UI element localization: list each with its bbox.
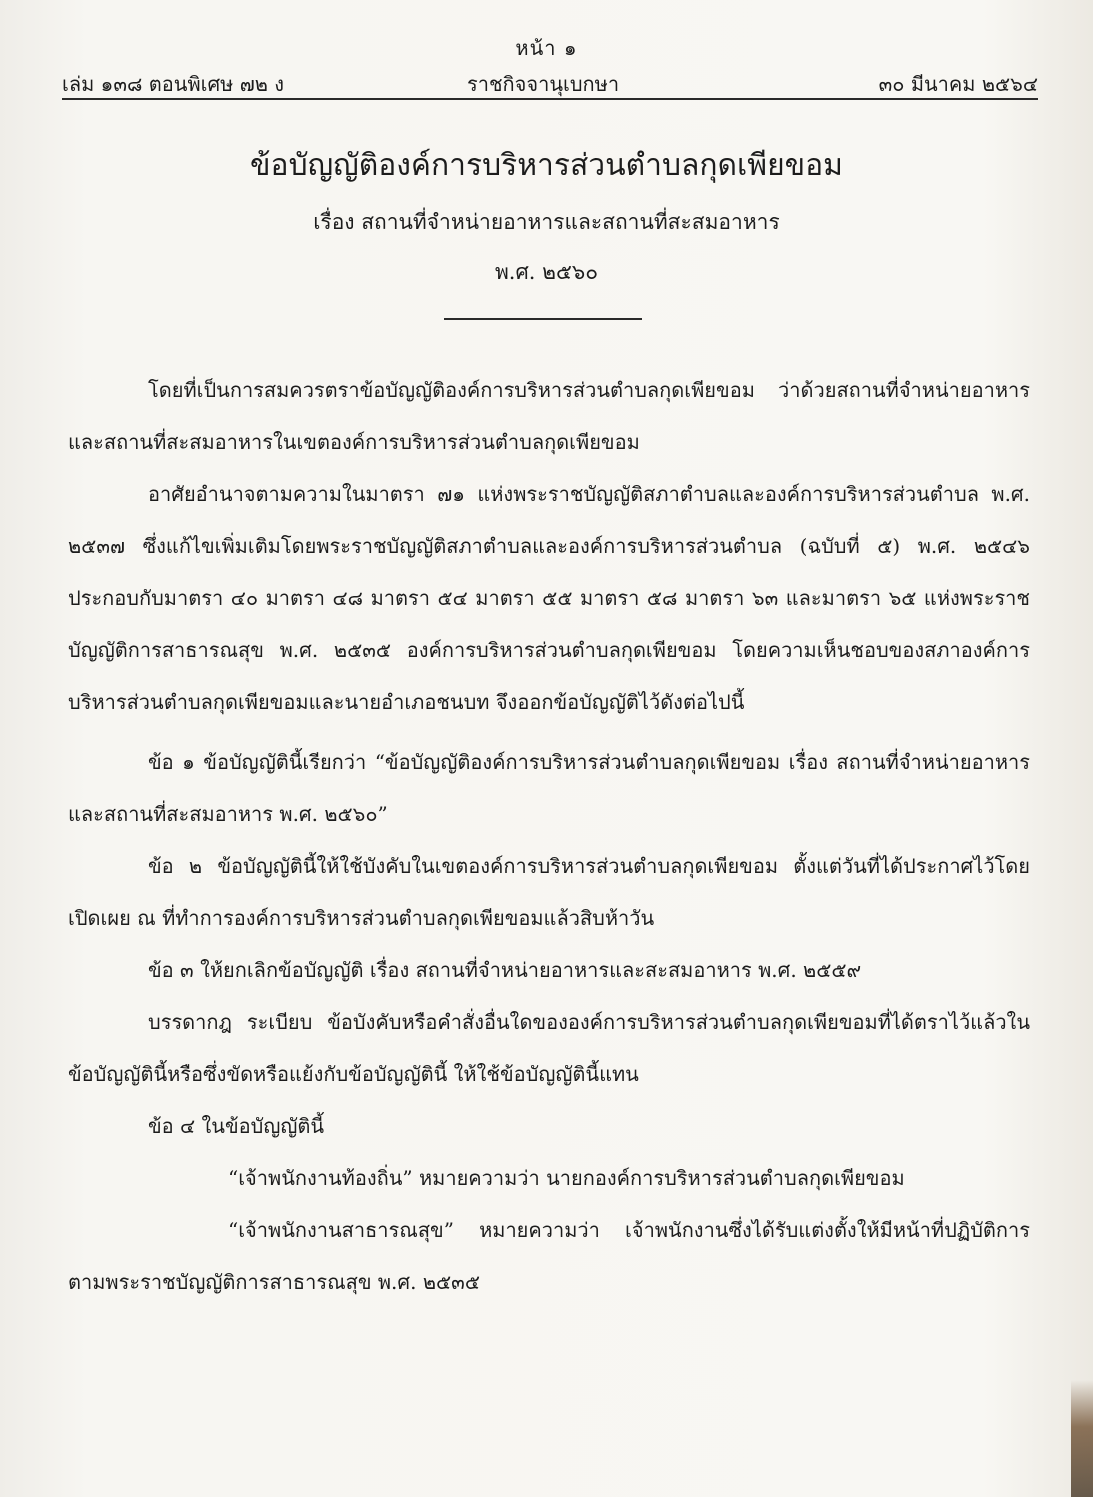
gazette-date: ๓๐ มีนาคม ๒๕๖๔	[878, 72, 1038, 96]
definition-health-officer: “เจ้าพนักงานสาธารณสุข” หมายความว่า เจ้าพนักงานซึ่งได้รับแต่งตั้งให้มีหน้าที่ปฏิบัติการตามพระราชบัญญัติการสาธารณสุข พ.ศ. ๒๕๓๕	[68, 1218, 1030, 1294]
paragraph-article-3: ข้อ ๓ ให้ยกเลิกข้อบัญญัติ เรื่อง สถานที่จำหน่ายอาหารและสะสมอาหาร พ.ศ. ๒๕๕๙	[148, 958, 862, 982]
document-subject: เรื่อง สถานที่จำหน่ายอาหารและสถานที่สะสมอาหาร	[313, 210, 780, 234]
gazette-title: ราชกิจจานุเบกษา	[467, 72, 620, 96]
gazette-volume: เล่ม ๑๓๘ ตอนพิเศษ ๗๒ ง	[62, 72, 285, 96]
document-year: พ.ศ. ๒๕๖๐	[494, 260, 599, 284]
gazette-page-number: หน้า ๑	[515, 36, 578, 60]
definition-local-officer: “เจ้าพนักงานท้องถิ่น” หมายความว่า นายกองค์การบริหารส่วนตำบลกุดเพียขอม	[228, 1166, 905, 1190]
paragraph-article-2: ข้อ ๒ ข้อบัญญัตินี้ให้ใช้บังคับในเขตองค์การบริหารส่วนตำบลกุดเพียขอม ตั้งแต่วันที่ได้ประกาศไว้โดยเปิดเผย ณ ที่ทำการองค์การบริหารส่วนตำบลกุดเพียขอมแล้วสิบห้าวัน	[68, 854, 1030, 930]
paragraph-preamble: โดยที่เป็นการสมควรตราข้อบัญญัติองค์การบริหารส่วนตำบลกุดเพียขอม ว่าด้วยสถานที่จำหน่ายอาหารและสถานที่สะสมอาหารในเขตองค์การบริหารส่วนตำบลกุดเพียขอม	[68, 378, 1030, 454]
paragraph-authority: อาศัยอำนาจตามความในมาตรา ๗๑ แห่งพระราชบัญญัติสภาตำบลและองค์การบริหารส่วนตำบล พ.ศ. ๒๕๓๗ ซึ่งแก้ไขเพิ่มเติมโดยพระราชบัญญัติสภาตำบลและองค์การบริหารส่วนตำบล (ฉบับที่ ๕) พ.ศ. ๒๕๔๖ ประกอบกับมาตรา ๔๐ มาตรา ๔๘ มาตรา ๕๔ มาตรา ๕๕ มาตรา ๕๘ มาตรา ๖๓ และมาตรา ๖๕ แห่งพระราชบัญญัติการสาธารณสุข พ.ศ. ๒๕๓๕ องค์การบริหารส่วนตำบลกุดเพียขอม โดยความเห็นชอบของสภาองค์การบริหารส่วนตำบลกุดเพียขอมและนายอำเภอชนบท จึงออกข้อบัญญัติไว้ดังต่อไปนี้	[68, 482, 1030, 714]
document-body	[68, 364, 1030, 1308]
title-divider	[444, 318, 642, 320]
header-rule	[62, 98, 1038, 100]
document-title: ข้อบัญญัติองค์การบริหารส่วนตำบลกุดเพียขอม	[250, 148, 843, 183]
paragraph-article-4: ข้อ ๔ ในข้อบัญญัตินี้	[148, 1114, 325, 1138]
paragraph-repeal: บรรดากฎ ระเบียบ ข้อบังคับหรือคำสั่งอื่นใดขององค์การบริหารส่วนตำบลกุดเพียขอมที่ได้ตราไว้แล้วในข้อบัญญัตินี้หรือซึ่งขัดหรือแย้งกับข้อบัญญัตินี้ ให้ใช้ข้อบัญญัตินี้แทน	[68, 1010, 1030, 1086]
page-edge-shadow	[1071, 1380, 1093, 1497]
gazette-header	[62, 68, 1038, 102]
paragraph-article-1: ข้อ ๑ ข้อบัญญัตินี้เรียกว่า “ข้อบัญญัติองค์การบริหารส่วนตำบลกุดเพียขอม เรื่อง สถานที่จำหน่ายอาหารและสถานที่สะสมอาหาร พ.ศ. ๒๕๖๐”	[68, 750, 1030, 826]
